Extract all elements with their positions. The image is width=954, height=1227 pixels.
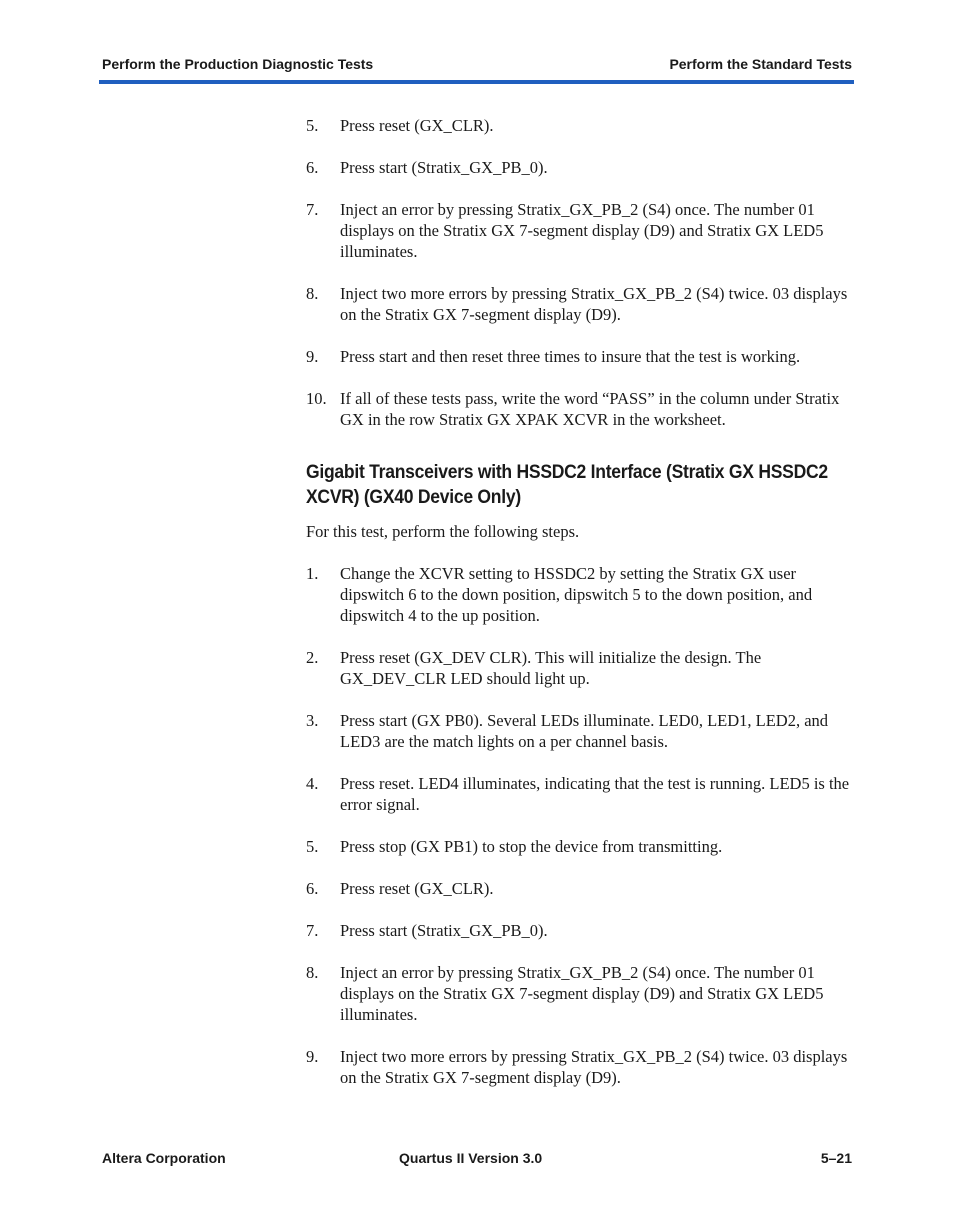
page-body bbox=[306, 115, 854, 1088]
list-item bbox=[306, 773, 854, 815]
list-item-text: Inject two more errors by pressing Stratix_GX_PB_2 (S4) twice. 03 displays on the Stratix GX 7-segment display (D9). bbox=[340, 1047, 848, 1087]
list-item-number: 7. bbox=[306, 200, 319, 219]
list-item-number: 5. bbox=[306, 116, 319, 135]
list-item bbox=[306, 388, 854, 430]
list-item-text: Press start and then reset three times to insure that the test is working. bbox=[340, 347, 801, 366]
steps-list bbox=[306, 563, 854, 1088]
steps-list-continued bbox=[306, 115, 854, 430]
list-item bbox=[306, 283, 854, 325]
list-item-text: Press start (GX PB0). Several LEDs illuminate. LED0, LED1, LED2, and LED3 are the match lights on a per channel basis. bbox=[340, 711, 829, 751]
list-item bbox=[306, 115, 854, 136]
list-item-text: Press start (Stratix_GX_PB_0). bbox=[340, 921, 548, 940]
list-item bbox=[306, 920, 854, 941]
list-item-text: Press reset (GX_DEV CLR). This will initialize the design. The GX_DEV_CLR LED should light up. bbox=[340, 648, 762, 688]
list-item bbox=[306, 647, 854, 689]
list-item-text: Press reset (GX_CLR). bbox=[340, 116, 494, 135]
list-item bbox=[306, 563, 854, 626]
list-item-number: 9. bbox=[306, 1047, 319, 1066]
list-item bbox=[306, 878, 854, 899]
list-item bbox=[306, 157, 854, 178]
list-item-text: Press reset (GX_CLR). bbox=[340, 879, 494, 898]
list-item-text: Inject two more errors by pressing Stratix_GX_PB_2 (S4) twice. 03 displays on the Stratix GX 7-segment display (D9). bbox=[340, 284, 848, 324]
list-item-number: 1. bbox=[306, 564, 319, 583]
header-chapter-title: Perform the Production Diagnostic Tests bbox=[102, 56, 374, 72]
list-item bbox=[306, 710, 854, 752]
list-item-number: 4. bbox=[306, 774, 319, 793]
section-heading: Gigabit Transceivers with HSSDC2 Interface (Stratix GX HSSDC2 XCVR) (GX40 Device Only) bbox=[306, 461, 828, 508]
section-intro: For this test, perform the following steps. bbox=[306, 522, 580, 541]
list-item-number: 3. bbox=[306, 711, 319, 730]
list-item-text: Inject an error by pressing Stratix_GX_PB_2 (S4) once. The number 01 displays on the Stratix GX 7-segment display (D9) and Stratix GX LED5 illuminates. bbox=[340, 963, 824, 1024]
page-header bbox=[102, 56, 852, 76]
list-item bbox=[306, 346, 854, 367]
footer-version: Quartus II Version 3.0 bbox=[399, 1150, 543, 1166]
list-item-text: Press reset. LED4 illuminates, indicating that the test is running. LED5 is the error signal. bbox=[340, 774, 850, 814]
header-section-title: Perform the Standard Tests bbox=[669, 56, 852, 72]
list-item-number: 5. bbox=[306, 837, 319, 856]
list-item bbox=[306, 199, 854, 262]
list-item-number: 2. bbox=[306, 648, 319, 667]
header-rule bbox=[99, 80, 854, 84]
list-item-number: 6. bbox=[306, 158, 319, 177]
list-item-text: Press stop (GX PB1) to stop the device from transmitting. bbox=[340, 837, 723, 856]
list-item-text: If all of these tests pass, write the word “PASS” in the column under Stratix GX in the row Stratix GX XPAK XCVR in the worksheet. bbox=[340, 389, 840, 429]
list-item-number: 8. bbox=[306, 284, 319, 303]
page-number: 5–21 bbox=[820, 1150, 852, 1166]
list-item-text: Change the XCVR setting to HSSDC2 by setting the Stratix GX user dipswitch 6 to the down position, dipswitch 5 to the down position, and dipswitch 4 to the up position. bbox=[340, 564, 813, 625]
list-item bbox=[306, 962, 854, 1025]
list-item-text: Press start (Stratix_GX_PB_0). bbox=[340, 158, 548, 177]
list-item-text: Inject an error by pressing Stratix_GX_PB_2 (S4) once. The number 01 displays on the Stratix GX 7-segment display (D9) and Stratix GX LED5 illuminates. bbox=[340, 200, 824, 261]
list-item-number: 9. bbox=[306, 347, 319, 366]
footer-company: Altera Corporation bbox=[102, 1150, 226, 1166]
list-item-number: 10. bbox=[306, 389, 327, 408]
list-item bbox=[306, 836, 854, 857]
list-item-number: 7. bbox=[306, 921, 319, 940]
list-item bbox=[306, 1046, 854, 1088]
list-item-number: 8. bbox=[306, 963, 319, 982]
list-item-number: 6. bbox=[306, 879, 319, 898]
page-footer bbox=[102, 1150, 852, 1170]
